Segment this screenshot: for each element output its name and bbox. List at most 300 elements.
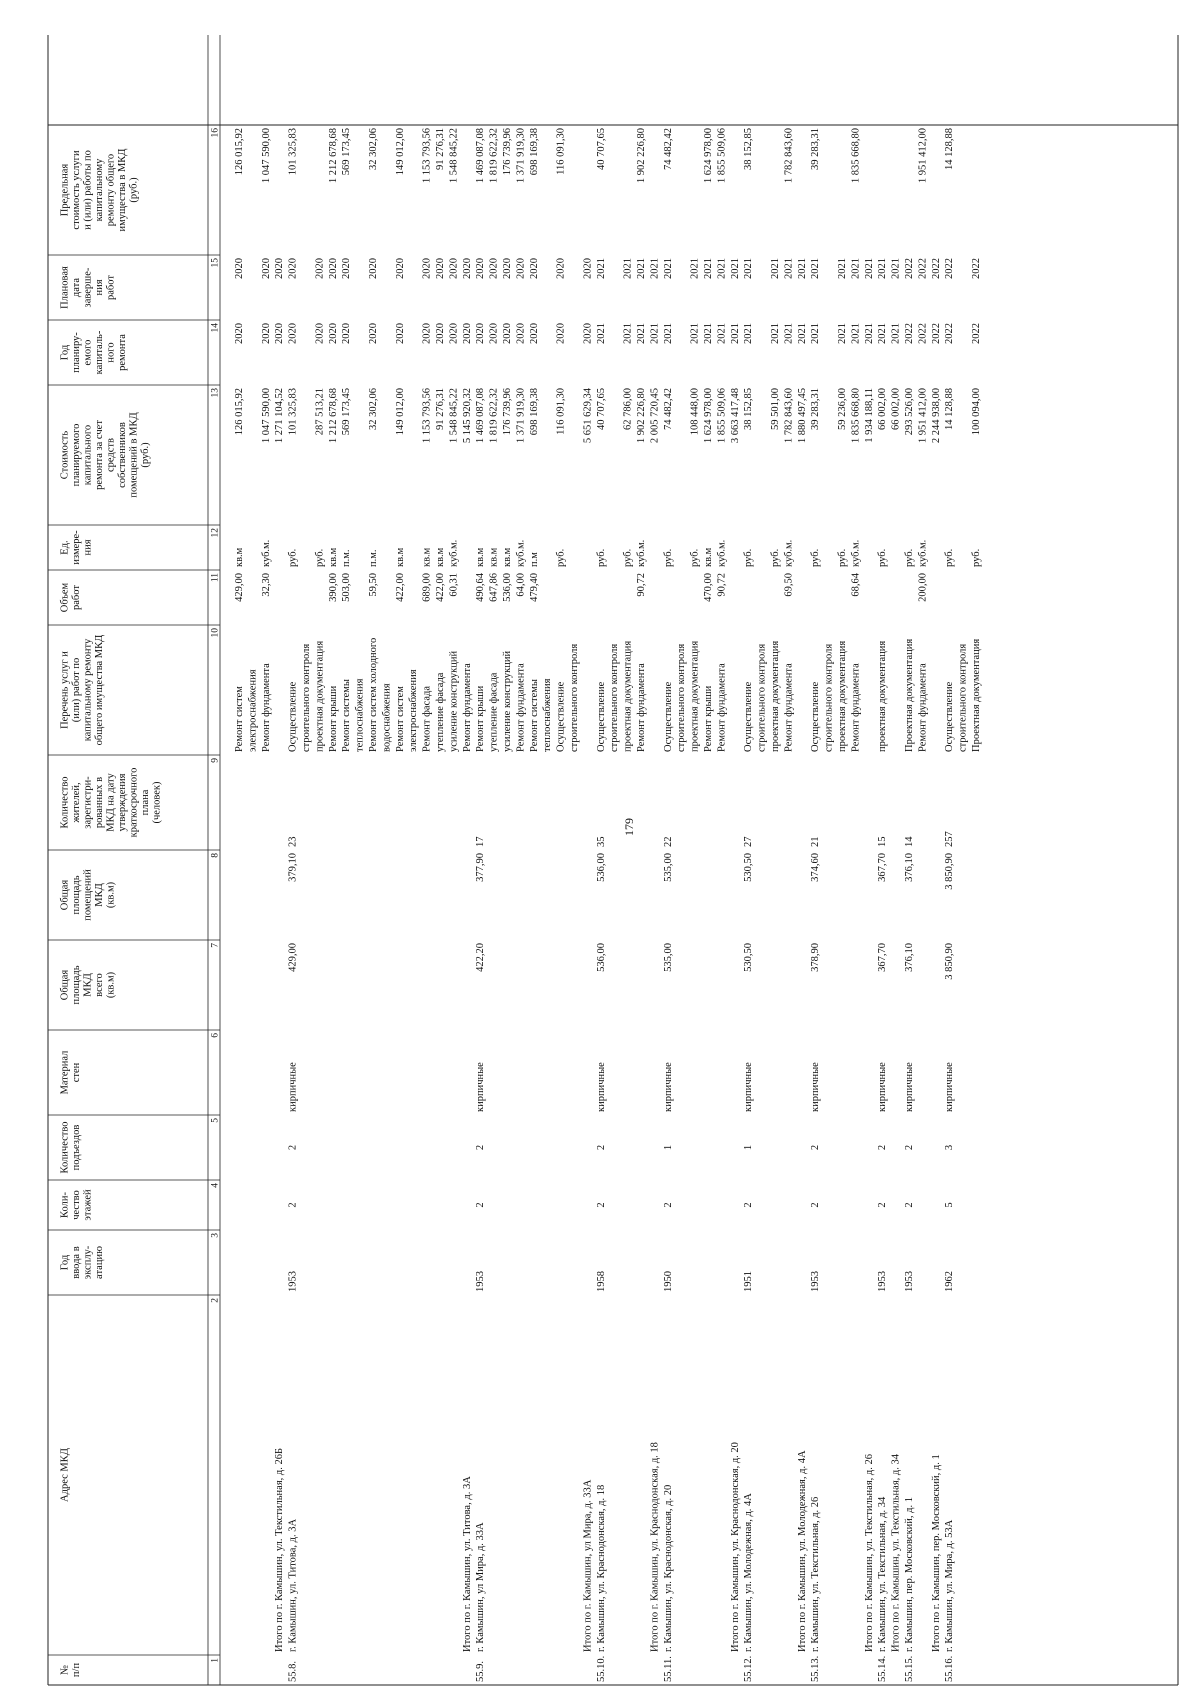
cell-col-10: электроснабжения xyxy=(408,669,420,752)
table-row xyxy=(274,258,285,1652)
header-cell-text: измере- xyxy=(71,530,82,565)
header-cell-text: Объем xyxy=(59,582,71,613)
cell-col-12: кв.м xyxy=(394,547,406,567)
cell-col-4: 2 xyxy=(877,1202,889,1208)
cell-col-10: усиление конструкций xyxy=(502,650,513,752)
cell-col-9: 21 xyxy=(810,836,822,847)
cell-col-14: 2020 xyxy=(341,323,353,344)
cell-col-1: 55.15. xyxy=(904,1655,915,1682)
header-cell-text: имущества в МКД xyxy=(117,148,128,232)
page-number: 179 xyxy=(622,818,636,836)
cell-col-15: 2021 xyxy=(837,258,848,279)
cell-col-4: 2 xyxy=(810,1202,822,1208)
header-cell-text: (руб.) xyxy=(140,442,151,468)
cell-col-15: 2021 xyxy=(636,258,647,279)
cell-col-16: 39 283,31 xyxy=(810,128,822,170)
cell-col-5: 2 xyxy=(877,1144,889,1151)
cell-col-14: 2021 xyxy=(595,323,607,344)
cell-col-12: руб. xyxy=(971,548,982,567)
cell-col-14: 2021 xyxy=(796,323,808,344)
cell-col-8: 535,00 xyxy=(662,853,674,882)
cell-col-14: 2020 xyxy=(528,323,540,344)
cell-col-10: теплоснабжения xyxy=(354,678,366,752)
table-row xyxy=(770,258,781,752)
cell-col-16: 698 169,38 xyxy=(528,128,540,176)
cell-col-13: 66 002,00 xyxy=(877,388,889,430)
cell-col-15: 2021 xyxy=(689,258,701,279)
header-cell-text: (кв.м) xyxy=(105,881,117,909)
table-row xyxy=(757,644,768,752)
cell-col-12: руб. xyxy=(904,548,915,567)
table-row xyxy=(261,128,272,752)
cell-col-11: 689,00 xyxy=(421,573,433,602)
cell-col-4: 2 xyxy=(287,1202,299,1208)
cell-col-2: Итого по г. Камышин, пер. Московский, д. 1 xyxy=(930,1454,942,1652)
cell-col-10: строительного контроля xyxy=(569,643,580,752)
cell-col-8: 367,70 xyxy=(877,853,889,882)
column-number: 4 xyxy=(210,1183,221,1188)
cell-col-14: 2021 xyxy=(850,323,862,344)
cell-col-10: строительного контроля xyxy=(756,643,768,752)
cell-col-5: 1 xyxy=(662,1144,674,1151)
cell-col-16: 38 152,85 xyxy=(743,128,755,170)
header-cell-text: заверше- xyxy=(82,267,94,308)
cell-col-10: Ремонт систем xyxy=(234,686,245,752)
cell-col-4: 2 xyxy=(475,1202,487,1208)
table-row xyxy=(247,669,258,752)
cell-col-10: строительного контроля xyxy=(957,643,969,752)
table-row xyxy=(730,258,741,1652)
cell-col-11: 422,00 xyxy=(435,573,446,602)
column-number: 12 xyxy=(210,528,221,538)
cell-col-10: Ремонт крыши xyxy=(475,685,487,752)
cell-col-10: строительного контроля xyxy=(676,643,688,752)
cell-col-6: кирпичные xyxy=(595,1062,607,1112)
cell-col-10: Проектная документация xyxy=(904,638,915,752)
cell-col-14: 2021 xyxy=(890,323,902,344)
cell-col-15: 2021 xyxy=(622,258,634,279)
cell-col-10: Ремонт фундамента xyxy=(783,663,795,752)
header-cell-text: помещений xyxy=(82,869,94,921)
cell-col-3: 1962 xyxy=(944,1271,956,1292)
cell-col-1: 55.16. xyxy=(944,1655,956,1682)
cell-col-7: 367,70 xyxy=(877,943,889,972)
cell-col-4: 2 xyxy=(662,1202,674,1208)
table-row xyxy=(663,128,674,1682)
cell-col-14: 2020 xyxy=(287,323,299,344)
header-cell-text: (или) работ по xyxy=(71,657,82,723)
table-row xyxy=(716,128,727,752)
cell-col-9: 14 xyxy=(904,836,915,847)
cell-col-16: 1 212 678,68 xyxy=(327,128,339,184)
cell-col-12: руб. xyxy=(314,548,326,567)
cell-col-4: 2 xyxy=(904,1202,915,1208)
header-cell-text: Коли- xyxy=(59,1192,71,1218)
header-cell-text: площадь xyxy=(71,875,82,915)
cell-col-11: 479,40 xyxy=(528,573,540,602)
cell-col-7: 376,10 xyxy=(904,943,915,972)
cell-col-10: Осуществление xyxy=(810,681,822,752)
header-cell-text: собственников xyxy=(117,422,128,488)
cell-col-10: Ремонт фундамента xyxy=(260,663,272,752)
header-cell-text: подъездов xyxy=(71,1124,82,1171)
cell-col-9: 22 xyxy=(662,836,674,847)
cell-col-16: 149 012,00 xyxy=(394,128,406,176)
cell-col-10: Осуществление xyxy=(595,681,607,752)
cell-col-3: 1958 xyxy=(595,1271,607,1292)
cell-col-14: 2021 xyxy=(703,323,714,344)
cell-col-14: 2021 xyxy=(810,323,822,344)
cell-col-16: 569 173,45 xyxy=(341,128,353,176)
cell-col-14: 2020 xyxy=(368,323,379,344)
table-row xyxy=(462,258,473,1652)
cell-col-10: Осуществление xyxy=(743,681,755,752)
column-number: 8 xyxy=(210,853,221,858)
table-row xyxy=(824,644,835,752)
cell-col-15: 2021 xyxy=(703,258,714,279)
cell-col-14: 2021 xyxy=(662,323,674,344)
cell-col-12: кв.м xyxy=(234,547,245,567)
cell-col-12: п.м xyxy=(528,552,540,567)
cell-col-13: 126 015,92 xyxy=(234,388,245,436)
table-row xyxy=(783,128,794,752)
cell-col-10: строительного контроля xyxy=(823,643,835,752)
table-row xyxy=(395,128,406,752)
header-cell-text: Перечень услуг и xyxy=(59,651,71,729)
cell-col-15: 2020 xyxy=(448,258,460,279)
cell-col-14: 2021 xyxy=(877,323,889,344)
cell-col-15: 2022 xyxy=(930,258,942,279)
cell-col-12: руб. xyxy=(622,548,634,567)
cell-col-13: 38 152,85 xyxy=(743,388,755,430)
header-cell-text: Год xyxy=(59,344,71,361)
cell-col-14: 2021 xyxy=(622,323,634,344)
cell-col-10: Ремонт крыши xyxy=(327,685,339,752)
cell-col-10: Ремонт фундамента xyxy=(917,663,929,752)
table-row xyxy=(569,644,580,752)
cell-col-6: кирпичные xyxy=(475,1062,487,1112)
cell-col-13: 14 128,88 xyxy=(944,388,956,430)
cell-col-2: Итого по г. Камышин, ул. Краснодонская, д. 18 xyxy=(649,1442,661,1652)
cell-col-15: 2022 xyxy=(971,258,982,279)
cell-col-15: 2020 xyxy=(461,258,473,279)
cell-col-14: 2020 xyxy=(327,323,339,344)
cell-col-12: кв.м xyxy=(475,547,487,567)
header-cell-text: стоимость услуги xyxy=(71,150,82,230)
cell-col-13: 116 091,30 xyxy=(555,388,567,435)
column-number: 14 xyxy=(210,323,221,333)
cell-col-12: куб.м. xyxy=(716,539,728,567)
cell-col-6: кирпичные xyxy=(944,1062,956,1112)
header-cell-text: работ xyxy=(71,585,82,610)
table-row xyxy=(515,128,526,752)
table-row xyxy=(288,128,299,1682)
cell-col-9: 15 xyxy=(877,836,889,847)
header-cell-text: МКД xyxy=(94,883,105,907)
header-cell-text: ремонта за счет xyxy=(94,420,105,490)
table-row xyxy=(475,128,486,1682)
cell-col-16: 1 855 509,06 xyxy=(716,128,728,184)
cell-col-11: 503,00 xyxy=(341,573,353,602)
table-row xyxy=(810,128,821,1682)
table-row xyxy=(623,258,634,752)
cell-col-10: Ремонт фасада xyxy=(421,685,433,752)
cell-col-12: руб. xyxy=(662,548,674,567)
cell-col-14: 2020 xyxy=(448,323,460,344)
cell-col-5: 2 xyxy=(287,1144,299,1151)
cell-col-2: г. Камышин, ул. Молодежная, д. 4А xyxy=(743,1493,755,1652)
cell-col-1: 55.10. xyxy=(595,1655,607,1682)
table-row xyxy=(743,128,754,1682)
cell-col-16: 116 091,30 xyxy=(555,128,567,175)
column-number: 10 xyxy=(210,628,221,638)
table-row xyxy=(596,128,607,1682)
cell-col-15: 2021 xyxy=(863,258,875,279)
header-cell-text: зарегистри- xyxy=(82,776,94,829)
cell-col-9: 17 xyxy=(475,836,487,847)
header-cell-text: ремонту общего xyxy=(105,153,117,227)
cell-col-1: 55.12. xyxy=(743,1655,755,1682)
cell-col-13: 39 283,31 xyxy=(810,388,822,430)
cell-col-4: 5 xyxy=(944,1202,956,1208)
cell-col-13: 1 902 226,80 xyxy=(636,388,647,444)
cell-col-15: 2020 xyxy=(421,258,433,279)
header-cell-text: капиталь- xyxy=(94,330,105,375)
cell-col-15: 2021 xyxy=(729,258,741,279)
cell-col-16: 1 835 668,80 xyxy=(850,128,862,184)
cell-col-10: проектная документация xyxy=(622,640,634,752)
cell-col-16: 14 128,88 xyxy=(944,128,956,170)
cell-col-10: Осуществление xyxy=(287,681,299,752)
table-row xyxy=(971,258,982,752)
table-row xyxy=(489,128,500,752)
header-cell-text: МКД на дату xyxy=(105,773,117,832)
cell-col-11: 536,00 xyxy=(502,573,513,602)
cell-col-13: 1 819 622,32 xyxy=(488,388,500,444)
cell-col-2: Итого по г. Камышин, ул Мира, д. 33А xyxy=(582,1479,594,1652)
table-row xyxy=(904,258,915,1682)
table-row xyxy=(556,128,567,752)
cell-col-10: Ремонт системы xyxy=(528,679,540,752)
cell-col-12: руб. xyxy=(877,548,889,567)
cell-col-12: п.м. xyxy=(368,549,379,567)
cell-col-2: г. Камышин, ул. Краснодонская, д. 18 xyxy=(595,1484,607,1652)
cell-col-13: 3 663 417,48 xyxy=(729,388,741,444)
cell-col-11: 60,31 xyxy=(448,573,460,597)
cell-col-14: 2021 xyxy=(716,323,728,344)
header-cell-text: чество xyxy=(71,1190,82,1220)
cell-col-3: 1953 xyxy=(877,1271,889,1292)
cell-col-2: г. Камышин, ул Мира, д. 33А xyxy=(475,1522,487,1652)
cell-col-15: 2021 xyxy=(595,258,607,279)
cell-col-10: Ремонт фундамента xyxy=(850,663,862,752)
cell-col-12: куб.м. xyxy=(917,539,929,567)
header-cell-text: жителей, xyxy=(71,782,82,823)
cell-col-10: электроснабжения xyxy=(247,669,259,752)
cell-col-10: водоснабжения xyxy=(381,683,393,752)
table-row xyxy=(328,128,339,752)
cell-col-15: 2021 xyxy=(716,258,728,279)
header-cell-text: ния xyxy=(82,539,94,556)
table-header xyxy=(60,149,163,1678)
cell-col-12: руб. xyxy=(944,548,956,567)
table-row xyxy=(676,644,687,752)
cell-col-8: 377,90 xyxy=(475,853,487,882)
cell-col-15: 2020 xyxy=(488,258,500,279)
header-cell-text: Год xyxy=(59,1254,71,1271)
cell-col-10: Ремонт систем холодного xyxy=(368,637,379,752)
cell-col-10: Ремонт фундамента xyxy=(716,663,728,752)
cell-col-10: проектная документация xyxy=(877,640,889,752)
cell-col-2: Итого по г. Камышин, ул. Текстильная, д. 26Б xyxy=(274,1447,286,1652)
cell-col-12: кв.м xyxy=(327,547,339,567)
cell-col-11: 59,50 xyxy=(368,573,379,597)
cell-col-15: 2022 xyxy=(904,258,915,279)
cell-col-12: руб. xyxy=(810,548,822,567)
cell-col-15: 2020 xyxy=(287,258,299,279)
cell-col-16: 1 469 087,08 xyxy=(475,128,487,184)
cell-col-15: 2021 xyxy=(770,258,781,279)
header-cell-text: утверждения xyxy=(117,773,128,832)
cell-col-13: 1 880 497,45 xyxy=(796,388,808,444)
table-row xyxy=(502,128,513,752)
cell-col-10: проектная документация xyxy=(770,640,781,752)
cell-col-12: куб.м. xyxy=(636,539,647,567)
cell-col-13: 2 244 938,00 xyxy=(930,388,942,444)
cell-col-14: 2020 xyxy=(234,323,245,344)
header-cell-text: рованных в xyxy=(94,776,105,829)
cell-col-15: 2020 xyxy=(435,258,446,279)
cell-col-2: Итого по г. Камышин, ул. Текстильная, д. 26 xyxy=(863,1453,875,1652)
header-cell-text: № xyxy=(59,1664,71,1676)
header-cell-text: Плановая xyxy=(59,266,71,309)
cell-col-5: 2 xyxy=(475,1144,487,1151)
table-row xyxy=(703,128,714,752)
header-cell-text: (человек) xyxy=(151,781,163,824)
cell-col-10: Осуществление xyxy=(555,681,567,752)
cell-col-14: 2020 xyxy=(488,323,500,344)
header-cell-text: капитального xyxy=(82,424,94,486)
cell-col-10: проектная документация xyxy=(314,640,326,752)
cell-col-16: 1 902 226,80 xyxy=(636,128,647,184)
cell-col-13: 5 145 920,32 xyxy=(461,388,473,444)
cell-col-14: 2021 xyxy=(743,323,755,344)
cell-col-12: руб. xyxy=(689,548,701,567)
cell-col-15: 2021 xyxy=(810,258,822,279)
cell-col-13: 1 624 978,00 xyxy=(703,388,714,444)
cell-col-12: куб.м. xyxy=(260,539,272,567)
cell-col-8: 536,00 xyxy=(595,853,607,882)
cell-col-6: кирпичные xyxy=(287,1062,299,1112)
cell-col-10: Осуществление xyxy=(944,681,956,752)
cell-col-16: 126 015,92 xyxy=(234,128,245,176)
cell-col-1: 55.13. xyxy=(810,1655,822,1682)
cell-col-3: 1953 xyxy=(810,1271,822,1292)
cell-col-14: 2021 xyxy=(636,323,647,344)
cell-col-16: 40 707,65 xyxy=(595,128,607,170)
cell-col-14: 2020 xyxy=(274,323,286,344)
cell-col-1: 55.8. xyxy=(287,1661,299,1682)
cell-col-13: 698 169,38 xyxy=(528,388,540,436)
column-number: 5 xyxy=(210,1118,221,1123)
cell-col-13: 1 782 843,60 xyxy=(783,388,795,444)
table-grid xyxy=(48,35,1178,1685)
column-number: 7 xyxy=(210,943,221,948)
cell-col-15: 2021 xyxy=(783,258,795,279)
cell-col-11: 90,72 xyxy=(636,573,647,597)
cell-col-14: 2020 xyxy=(461,323,473,344)
cell-col-16: 1 047 590,00 xyxy=(260,128,272,184)
header-cell-text: площадь xyxy=(71,965,82,1005)
cell-col-15: 2022 xyxy=(917,258,929,279)
cell-col-5: 2 xyxy=(904,1144,915,1151)
cell-col-14: 2020 xyxy=(314,323,326,344)
cell-col-13: 1 371 919,30 xyxy=(515,388,527,444)
header-cell-text: плана xyxy=(140,789,151,816)
cell-col-12: кв.м xyxy=(421,547,433,567)
header-cell-text: всего xyxy=(94,973,105,997)
table-row xyxy=(542,678,553,752)
cell-col-10: Ремонт фундамента xyxy=(636,663,647,752)
cell-col-14: 2022 xyxy=(904,323,915,344)
cell-col-15: 2020 xyxy=(502,258,513,279)
cell-col-13: 100 094,00 xyxy=(971,388,982,436)
cell-col-15: 2021 xyxy=(649,258,661,279)
cell-col-13: 149 012,00 xyxy=(394,388,406,436)
cell-col-15: 2020 xyxy=(555,258,567,279)
cell-col-7: 429,00 xyxy=(287,943,299,972)
cell-col-14: 2020 xyxy=(502,323,513,344)
cell-col-2: г. Камышин, ул. Текстильная, д. 26 xyxy=(810,1496,822,1652)
cell-col-14: 2020 xyxy=(435,323,446,344)
column-number: 15 xyxy=(210,258,221,268)
cell-col-10: Проектная документация xyxy=(971,638,982,752)
table-row xyxy=(355,678,366,752)
cell-col-14: 2020 xyxy=(582,323,594,344)
cell-col-4: 2 xyxy=(595,1202,607,1208)
cell-col-12: руб. xyxy=(595,548,607,567)
cell-col-15: 2020 xyxy=(515,258,527,279)
column-number-row xyxy=(211,128,221,1663)
column-number: 3 xyxy=(210,1233,221,1238)
cell-col-13: 176 739,96 xyxy=(502,388,513,436)
cell-col-14: 2020 xyxy=(394,323,406,344)
column-number: 1 xyxy=(210,1658,221,1663)
table-row xyxy=(958,644,969,752)
cell-col-16: 1 951 412,00 xyxy=(917,128,929,184)
cell-col-1: 55.14. xyxy=(877,1655,889,1682)
table-row xyxy=(529,128,540,752)
cell-col-13: 66 002,00 xyxy=(890,388,902,430)
cell-col-13: 1 934 188,11 xyxy=(863,388,875,443)
cell-col-13: 59 501,00 xyxy=(770,388,781,430)
cell-col-13: 62 786,00 xyxy=(622,388,634,430)
cell-col-5: 1 xyxy=(743,1144,755,1151)
cell-col-9: 27 xyxy=(743,836,755,847)
table-row xyxy=(341,128,352,752)
table-row xyxy=(797,258,808,1652)
table-row xyxy=(609,644,620,752)
header-cell-text: этажей xyxy=(82,1189,94,1221)
header-cell-text: капитальному ремонту xyxy=(82,638,94,742)
table-row xyxy=(301,644,312,752)
cell-col-12: кв.м xyxy=(435,547,446,567)
cell-col-6: кирпичные xyxy=(662,1062,674,1112)
cell-col-10: Ремонт систем xyxy=(394,686,406,752)
cell-col-2: г. Камышин, пер. Московский, д. 1 xyxy=(904,1496,915,1652)
cell-col-3: 1950 xyxy=(662,1271,674,1292)
cell-col-10: Ремонт фундамента xyxy=(461,663,473,752)
